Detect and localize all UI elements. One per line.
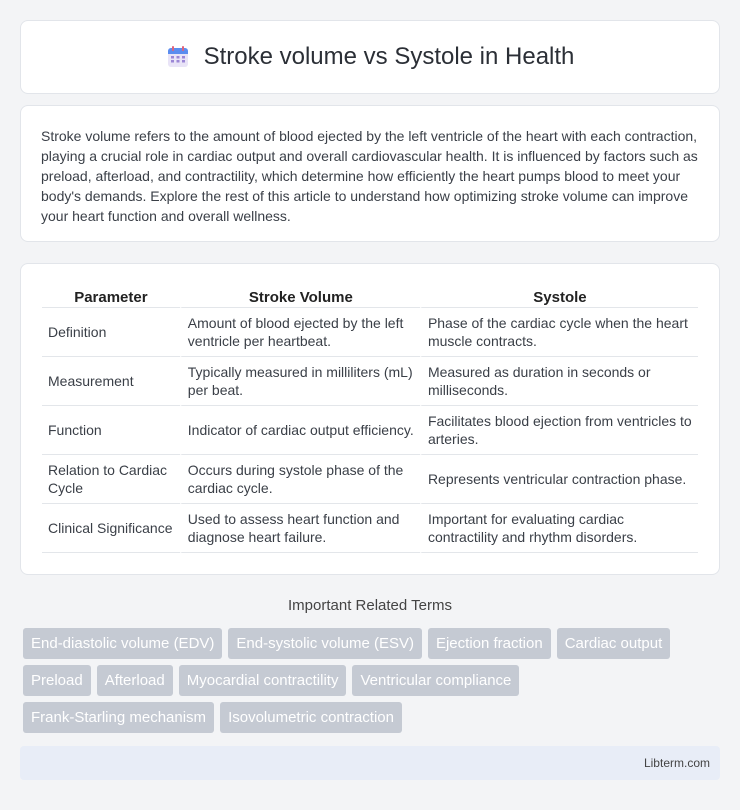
table-row: [42, 406, 698, 455]
related-term-tag[interactable]: Ventricular compliance: [352, 665, 519, 696]
table-cell: Important for evaluating cardiac contractility and rhythm disorders.: [420, 504, 698, 553]
comparison-table: [42, 284, 698, 553]
related-term-tag[interactable]: Cardiac output: [557, 628, 671, 659]
table-row: [42, 308, 698, 357]
related-term-tag[interactable]: Ejection fraction: [428, 628, 551, 659]
table-header-row: [42, 284, 698, 308]
comparison-table-card: [20, 263, 720, 575]
column-header: Stroke Volume: [180, 284, 420, 308]
related-terms-heading: Important Related Terms: [288, 597, 452, 614]
table-row: [42, 357, 698, 406]
title-card: [20, 20, 720, 94]
table-row: [42, 504, 698, 553]
related-term-tag[interactable]: Myocardial contractility: [179, 665, 347, 696]
table-cell: Represents ventricular contraction phase.: [420, 455, 698, 504]
table-cell: Indicator of cardiac output efficiency.: [180, 406, 420, 455]
page-title: Stroke volume vs Systole in Health: [203, 43, 575, 70]
table-row: [42, 455, 698, 504]
table-cell: Used to assess heart function and diagnose heart failure.: [180, 504, 420, 553]
table-cell: Relation to Cardiac Cycle: [42, 455, 180, 504]
table-cell: Facilitates blood ejection from ventricles to arteries.: [420, 406, 698, 455]
table-cell: Definition: [42, 308, 180, 357]
related-term-tag[interactable]: End-systolic volume (ESV): [228, 628, 422, 659]
table-cell: Function: [42, 406, 180, 455]
related-term-tag[interactable]: Isovolumetric contraction: [220, 702, 402, 733]
table-cell: Phase of the cardiac cycle when the heart muscle contracts.: [420, 308, 698, 357]
related-terms-tags: [23, 628, 723, 739]
table-cell: Measured as duration in seconds or milliseconds.: [420, 357, 698, 406]
footer: [20, 746, 720, 780]
intro-paragraph: Stroke volume refers to the amount of blood ejected by the left ventricle of the heart with each contraction, playing a crucial role in cardiac output and overall cardiovascular health. It is influenced by factors such as preload, afterload, and contractility, which determine how efficiently the heart pumps blood to meet your body's demands. Explore the rest of this article to understand how optimizing stroke volume can improve your heart function and overall wellness.: [41, 128, 698, 224]
intro-card: [20, 105, 720, 242]
column-header: Systole: [420, 284, 698, 308]
related-term-tag[interactable]: Preload: [23, 665, 91, 696]
column-header: Parameter: [42, 284, 180, 308]
table-cell: Measurement: [42, 357, 180, 406]
related-term-tag[interactable]: End-diastolic volume (EDV): [23, 628, 222, 659]
table-cell: Clinical Significance: [42, 504, 180, 553]
footer-brand-link[interactable]: Libterm.com: [643, 756, 710, 770]
table-cell: Amount of blood ejected by the left ventricle per heartbeat.: [180, 308, 420, 357]
table-cell: Occurs during systole phase of the cardiac cycle.: [180, 455, 420, 504]
calendar-icon: [166, 45, 190, 69]
related-term-tag[interactable]: Afterload: [97, 665, 173, 696]
table-cell: Typically measured in milliliters (mL) per beat.: [180, 357, 420, 406]
related-term-tag[interactable]: Frank-Starling mechanism: [23, 702, 214, 733]
